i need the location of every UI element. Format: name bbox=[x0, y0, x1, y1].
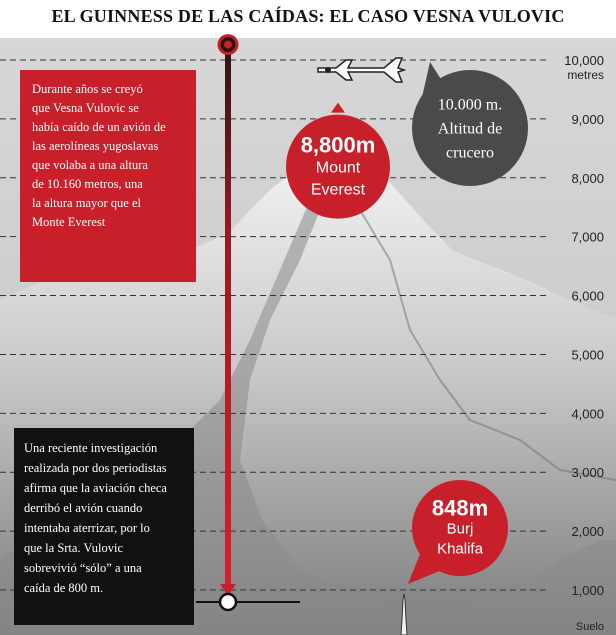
y-tick-label: 4,000 bbox=[571, 406, 604, 422]
y-tick-label: 2,000 bbox=[571, 524, 604, 540]
y-tick-label: 1,000 bbox=[571, 583, 604, 598]
black-callout-line: intentaba aterrizar, por lo bbox=[24, 521, 150, 535]
fall-start-dot bbox=[224, 41, 232, 49]
red-callout-line: había caído de un avión de bbox=[32, 120, 166, 134]
red-callout-line: las aerolíneas yugoslavas bbox=[32, 139, 159, 153]
red-callout-line: de 10.160 metros, una bbox=[32, 177, 143, 191]
y-axis-unit: metres bbox=[567, 68, 604, 82]
black-callout-line: que la Srta. Vulovic bbox=[24, 541, 123, 555]
everest-label: Mount bbox=[315, 159, 361, 177]
red-callout-line: que volaba a una altura bbox=[32, 158, 148, 172]
y-tick-label: 6,000 bbox=[571, 288, 604, 304]
y-tick-label: 9,000 bbox=[571, 111, 604, 127]
cruise-label: crucero bbox=[446, 144, 494, 162]
black-callout-box bbox=[14, 428, 194, 625]
burj-label: Khalifa bbox=[437, 540, 483, 558]
y-tick-label: 7,000 bbox=[571, 229, 604, 245]
black-callout-line: Una reciente investigación bbox=[24, 441, 158, 455]
red-callout-line: Monte Everest bbox=[32, 215, 106, 229]
y-tick-label: 3,000 bbox=[571, 465, 604, 481]
everest-label: 8,800m bbox=[300, 132, 376, 158]
black-callout-line: sobrevivió “sólo” a una bbox=[24, 561, 142, 575]
black-callout-line: afirma que la aviación checa bbox=[24, 481, 167, 495]
red-callout-line: Durante años se creyó bbox=[32, 82, 143, 96]
y-tick-label: 10,000 bbox=[564, 53, 604, 68]
page-title: EL GUINNESS DE LAS CAÍDAS: EL CASO VESNA VULOVIC bbox=[51, 6, 565, 26]
y-tick-label: 5,000 bbox=[571, 347, 604, 363]
ground-label: Suelo bbox=[575, 621, 604, 633]
fall-end-marker bbox=[220, 594, 236, 610]
burj-label: 848m bbox=[431, 495, 489, 521]
fall-line bbox=[225, 45, 231, 586]
cruise-label: 10.000 m. bbox=[437, 96, 503, 114]
black-callout-line: realizada por dos periodistas bbox=[24, 461, 167, 475]
everest-label: Everest bbox=[310, 181, 366, 199]
burj-label: Burj bbox=[446, 520, 474, 538]
red-callout-box bbox=[20, 70, 196, 282]
red-callout-line: que Vesna Vulovic se bbox=[32, 101, 139, 115]
red-callout-line: la altura mayor que el bbox=[32, 196, 141, 210]
cruise-label: Altitud de bbox=[437, 120, 503, 138]
y-tick-label: 8,000 bbox=[571, 170, 604, 186]
black-callout-line: derribó el avión cuando bbox=[24, 501, 143, 515]
black-callout-line: caída de 800 m. bbox=[24, 581, 104, 595]
